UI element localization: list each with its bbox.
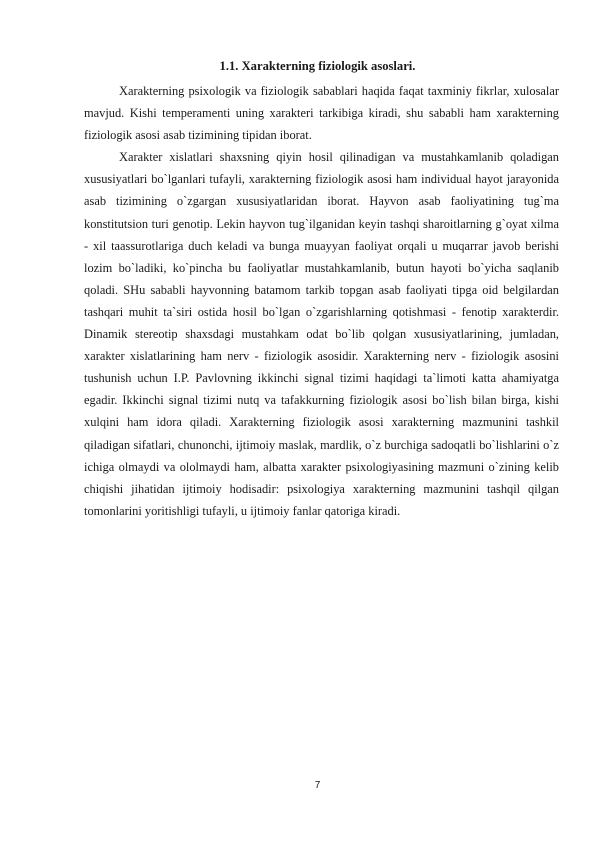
- paragraph-1: Xarakterning psixologik va fiziologik sabablari haqida faqat taxminiy fikrlar, xulosalar mavjud. Kishi temperamenti uning xarakteri tarkibiga kiradi, shu sababli ham xarakterning fiziologik asosi asab tizimining tipidan iborat.: [84, 84, 559, 143]
- page-number: 7: [314, 780, 321, 791]
- paragraph-2: Xarakter xislatlari shaxsning qiyin hosil qilinadigan va mustahkamlanib qoladigan xususiyatlari bo`lganlari tufayli, xarakterning fiziologik asosi ham individual hayot jarayonida asab tizimining o`zgargan xususiyatlaridan iborat. Hayvon asab faoliyatining tug`ma konstitutsion turi genotip. Lekin hayvon tug`ilganidan keyin tashqi sharoitlarning g`oyat xilma - xil taassurotlariga duch keladi va bunga muayyan faoliyat orqali u muqarrar javob berishi lozim bo`ladiki, ko`pincha bu faoliyatlar mustahkamlanib, butun hayoti bo`yicha saqlanib qoladi. SHu sababli hayvonning batamom tarkib topgan asab faoliyati tipga oid belgilardan tashqari muhit ta`siri ostida hosil bo`lgan o`zgarishlarning qotishmasi - fenotip xarakterdir. Dinamik stereotip shaxsdagi mustahkam odat bo`lib qolgan xususiyatlarining, jumladan, xarakter xislatlarining ham nerv - fiziologik asosidir. Xarakterning nerv - fiziologik asosini tushunish uchun I.P. Pavlovning ikkinchi signal tizimi haqidagi ta`limoti katta ahamiyatga egadir. Ikkinchi signal tizimi nutq va tafakkurning fiziologik asosi bo`lish bilan birga, kishi xulqini ham idora qiladi. Xarakterning fiziologik asosi xarakterning mazmunini tashkil qiladigan sifatlari, chunonchi, ijtimoiy maslak, mardlik, o`z burchiga sadoqatli bo`lishlarini o`z ichiga olmaydi va ololmaydi ham, albatta xarakter psixologiyasining mazmuni o`zining kelib chiqishi jihatidan ijtimoiy hodisadir: psixologiya xarakterning mazmunini tashqil qilgan tomonlarini yoritishligi tufayli, u ijtimoiy fanlar qatoriga kiradi.: [84, 150, 559, 518]
- section-title: 1.1. Xarakterning fiziologik asoslari.: [219, 59, 416, 73]
- body-text: [84, 80, 559, 522]
